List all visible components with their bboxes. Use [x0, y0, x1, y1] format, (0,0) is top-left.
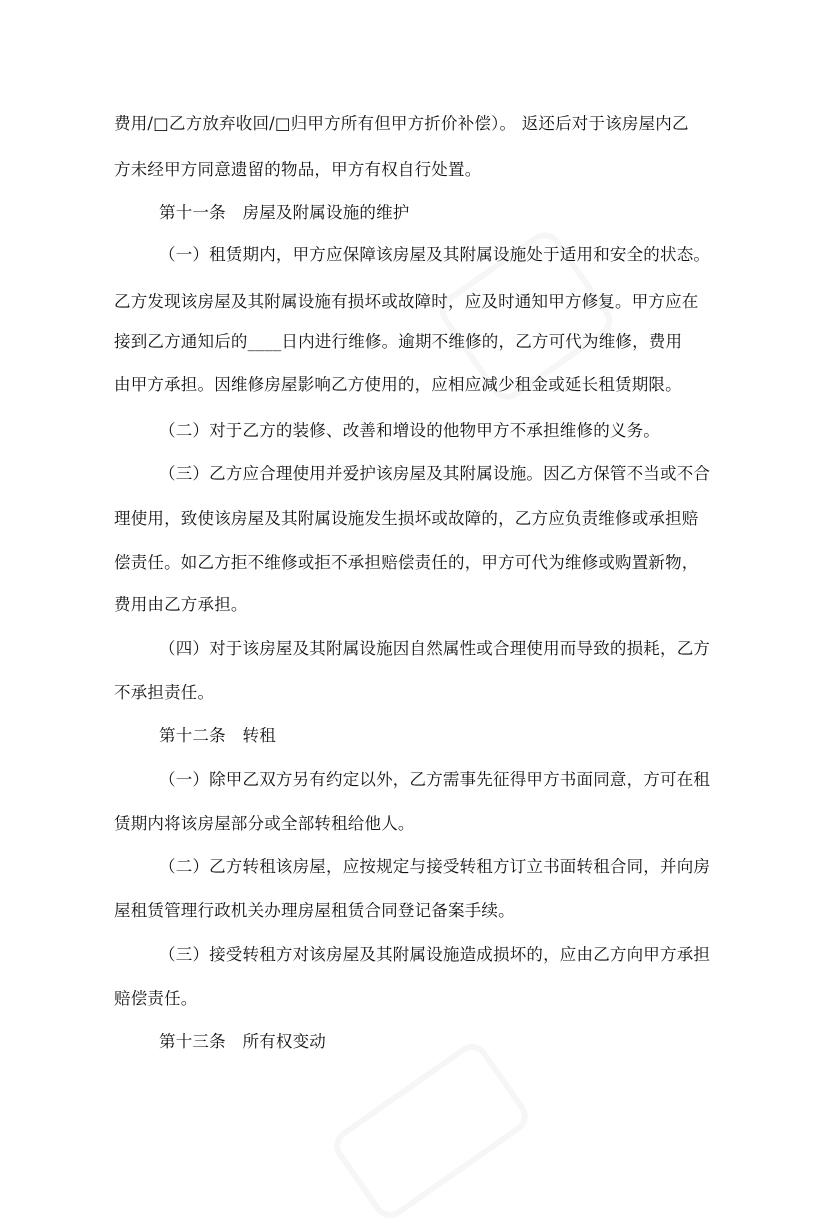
watermark-mark	[327, 1037, 535, 1225]
text-line: 由甲方承担。因维修房屋影响乙方使用的，应相应减少租金或延长租赁期限。	[114, 375, 682, 394]
text-line: 屋租赁管理行政机关办理房屋租赁合同登记备案手续。	[114, 901, 515, 920]
text-line: （三）接受转租方对该房屋及其附属设施造成损坏的，应由乙方向甲方承担	[159, 945, 711, 964]
text-line: 理使用，致使该房屋及其附属设施发生损坏或故障的，乙方应负责维修或承担赔	[114, 509, 699, 528]
text-line: 乙方发现该房屋及其附属设施有损坏或故障时，应及时通知甲方修复。甲方应在	[114, 292, 699, 311]
text-line: 费用由乙方承担。	[114, 595, 248, 614]
text-line: （一）除甲乙双方另有约定以外，乙方需事先征得甲方书面同意，方可在租	[159, 770, 711, 789]
section-heading: 第十一条 房屋及附属设施的维护	[159, 203, 410, 222]
text-line: （三）乙方应合理使用并爱护该房屋及其附属设施。因乙方保管不当或不合	[159, 464, 711, 483]
section-heading: 第十三条 所有权变动	[159, 1032, 326, 1051]
text-line: 偿责任。如乙方拒不维修或拒不承担赔偿责任的，甲方可代为维修或购置新物，	[114, 553, 699, 572]
text-line: 费用/□乙方放弃收回/□归甲方所有但甲方折价补偿）。 返还后对于该房屋内乙	[114, 114, 689, 133]
text-line: 赔偿责任。	[114, 989, 198, 1008]
text-line: 方未经甲方同意遗留的物品，甲方有权自行处置。	[114, 160, 482, 179]
section-heading: 第十二条 转租	[159, 726, 276, 745]
text-line: 接到乙方通知后的____日内进行维修。逾期不维修的，乙方可代为维修，费用	[114, 332, 683, 351]
text-line: （四）对于该房屋及其附属设施因自然属性或合理使用而导致的损耗，乙方	[159, 639, 711, 658]
text-line: 不承担责任。	[114, 683, 215, 702]
text-line: 赁期内将该房屋部分或全部转租给他人。	[114, 814, 415, 833]
text-line: （一）租赁期内，甲方应保障该房屋及其附属设施处于适用和安全的状态。	[159, 245, 711, 264]
text-line: （二）乙方转租该房屋，应按规定与接受转租方订立书面转租合同，并向房	[159, 857, 711, 876]
text-line: （二）对于乙方的装修、改善和增设的他物甲方不承担维修的义务。	[159, 421, 660, 440]
